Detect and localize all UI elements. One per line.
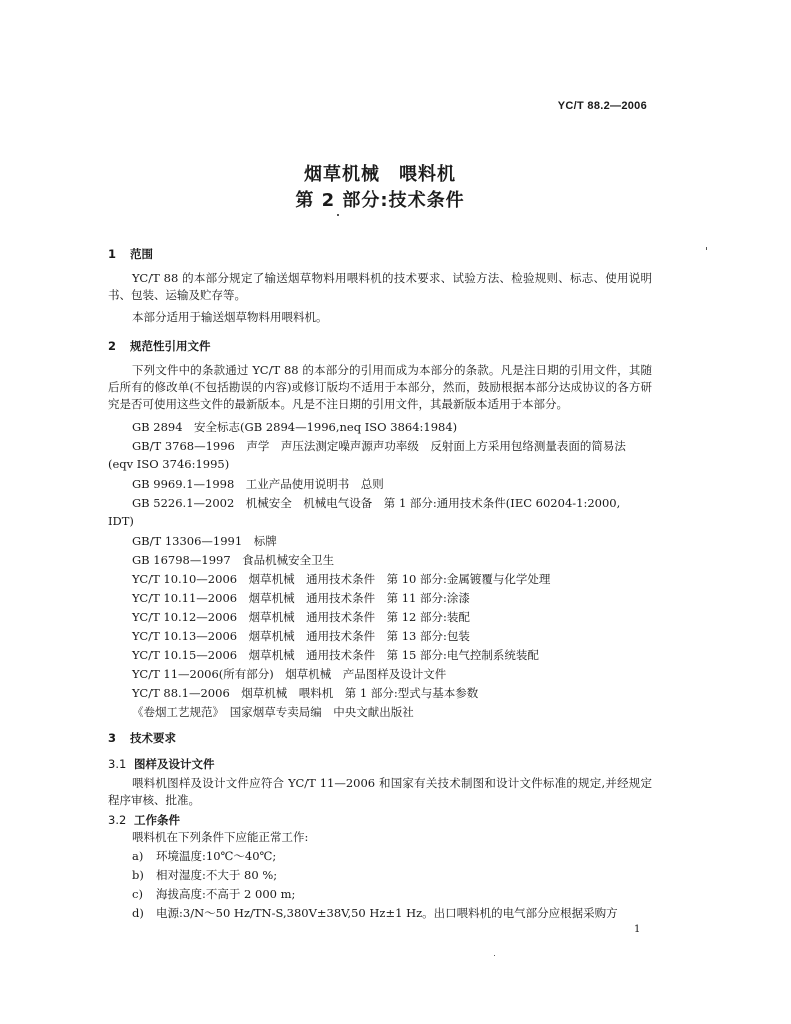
reference-item: GB 16798—1997 食品机械安全卫生 <box>132 553 335 567</box>
drawings-paragraph: 喂料机图样及设计文件应符合 YC/T 11—2006 和国家有关技术制图和设计文件标准的规定,并经规定程序审核、批准。 <box>108 776 652 807</box>
scan-speck <box>494 955 495 956</box>
scan-speck <box>706 247 707 250</box>
list-item <box>132 886 295 902</box>
scope-paragraph: YC/T 88 的本部分规定了输送烟草物料用喂料机的技术要求、试验方法、检验规则、标志、使用说明书、包装、运输及贮存等。 <box>108 271 652 302</box>
list-text: 环境温度:10℃～40℃; <box>156 849 277 863</box>
reference-item: GB/T 3768—1996 声学 声压法测定噪声源声功率级 反射面上方采用包络测量表面的简易法 <box>132 439 626 453</box>
reference-item: YC/T 10.11—2006 烟草机械 通用技术条件 第 11 部分:涂漆 <box>132 591 470 605</box>
subsection-title: 工作条件 <box>134 813 180 827</box>
reference-item: 《卷烟工艺规范》 国家烟草专卖局编 中央文献出版社 <box>132 705 414 719</box>
list-text: 相对湿度:不大于 80 %; <box>156 868 278 882</box>
reference-item: GB 2894 安全标志(GB 2894—1996,neq ISO 3864:1984) <box>132 420 458 434</box>
subsection-heading-working-conditions <box>108 812 180 828</box>
reference-item: YC/T 88.1—2006 烟草机械 喂料机 第 1 部分:型式与基本参数 <box>132 686 479 700</box>
reference-item-continuation: (eqv ISO 3746:1995) <box>108 457 230 471</box>
list-marker: a) <box>132 849 144 863</box>
list-marker: d) <box>132 906 144 920</box>
section-heading-scope <box>108 246 153 262</box>
subsection-heading-drawings <box>108 756 215 772</box>
list-text: 电源:3/N～50 Hz/TN-S,380V±38V,50 Hz±1 Hz。出口喂料机的电气部分应根据采购方 <box>156 906 618 920</box>
reference-item-continuation: IDT) <box>108 514 134 528</box>
reference-item: YC/T 10.13—2006 烟草机械 通用技术条件 第 13 部分:包装 <box>132 629 470 643</box>
reference-item: GB 9969.1—1998 工业产品使用说明书 总则 <box>132 477 384 491</box>
subsection-number: 3.2 <box>108 813 127 827</box>
section-number: 2 <box>108 339 117 353</box>
list-item <box>132 867 277 883</box>
reference-item: YC/T 10.12—2006 烟草机械 通用技术条件 第 12 部分:装配 <box>132 610 470 624</box>
reference-item: YC/T 10.10—2006 烟草机械 通用技术条件 第 10 部分:金属镀覆与化学处理 <box>132 572 551 586</box>
working-conditions-intro: 喂料机在下列条件下应能正常工作: <box>132 830 309 844</box>
section-number: 3 <box>108 731 117 745</box>
list-item <box>132 905 618 921</box>
section-title: 范围 <box>130 247 153 261</box>
list-marker: c) <box>132 887 143 901</box>
reference-item: YC/T 10.15—2006 烟草机械 通用技术条件 第 15 部分:电气控制系统装配 <box>132 648 539 662</box>
section-title: 规范性引用文件 <box>130 339 211 353</box>
scan-speck <box>337 214 339 216</box>
section-heading-normative-references <box>108 338 211 354</box>
reference-item: GB 5226.1—2002 机械安全 机械电气设备 第 1 部分:通用技术条件(IEC 60204-1:2000, <box>132 496 621 510</box>
subsection-number: 3.1 <box>108 757 127 771</box>
page-number: 1 <box>634 924 641 935</box>
standard-code: YC/T 88.2—2006 <box>557 100 647 112</box>
section-title: 技术要求 <box>130 731 176 745</box>
reference-item: GB/T 13306—1991 标牌 <box>132 534 277 548</box>
subsection-title: 图样及设计文件 <box>134 757 215 771</box>
reference-item: YC/T 11—2006(所有部分) 烟草机械 产品图样及设计文件 <box>132 667 447 681</box>
list-marker: b) <box>132 868 144 882</box>
list-text: 海拔高度:不高于 2 000 m; <box>156 887 296 901</box>
section-heading-technical-requirements <box>108 730 176 746</box>
list-item <box>132 848 276 864</box>
page-subtitle: 第 2 部分:技术条件 <box>295 190 465 211</box>
page-title: 烟草机械 喂料机 <box>304 164 456 185</box>
references-intro: 下列文件中的条款通过 YC/T 88 的本部分的引用而成为本部分的条款。凡是注日期的引用文件，其随后所有的修改单(不包括勘误的内容)或修订版均不适用于本部分，然而，鼓励根据本部分达成协议的各方研究是否可使用这些文件的最新版本。凡是不注日期的引用文件，其最新版本适用于本部分。 <box>108 363 652 411</box>
scope-applicability: 本部分适用于输送烟草物料用喂料机。 <box>132 310 328 324</box>
section-number: 1 <box>108 247 117 261</box>
